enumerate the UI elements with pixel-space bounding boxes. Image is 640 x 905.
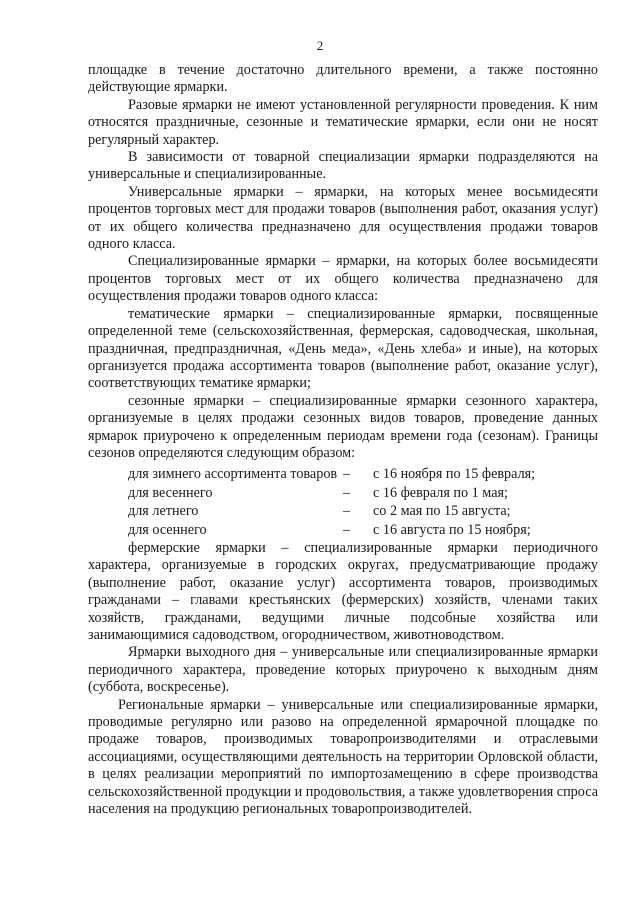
paragraph-one-time-fairs: Разовые ярмарки не имеют установленной регулярности проведения. К ним относятся праздничные, сезонные и тематические ярмарки, если они не носят регулярный характер. xyxy=(88,96,598,148)
document-body xyxy=(88,62,598,818)
season-range: со 2 мая по 15 августа; xyxy=(373,503,511,520)
season-list xyxy=(88,465,598,539)
season-name: для зимнего ассортимента товаров xyxy=(128,466,338,483)
season-name: для осеннего xyxy=(128,521,207,538)
paragraph-farmer-fairs: фермерские ярмарки – специализированные ярмарки периодичного характера, организуемые в городских округах, предусматривающие продажу (выполнение работ, оказание услуг) ассортимента товаров, производимых гражданами – главами крестьянских (фермерских) хозяйств, членами таких хозяйств, гражданами, ведущими личные подсобные хозяйства или занимающимися садоводством, огородничеством, животноводством. xyxy=(88,539,598,643)
season-range: с 16 августа по 15 ноября; xyxy=(373,521,531,538)
paragraph-regional-fairs: Региональные ярмарки – универсальные или специализированные ярмарки, проводимые регулярно или разово на определенной ярмарочной площадке по продаже товаров, производимых товаропроизводителями и отраслевыми ассоциациями, осуществляющими деятельность на территории Орловской области, в целях реализации мероприятий по импортозамещению в сфере производства сельскохозяйственной продукции и продовольствия, а также удовлетворения спроса населения на продукцию региональных товаропроизводителей. xyxy=(88,696,598,817)
season-range: с 16 февраля по 1 мая; xyxy=(373,484,508,501)
season-range: с 16 ноября по 15 февраля; xyxy=(373,466,536,483)
season-dash: – xyxy=(343,466,351,483)
paragraph-universal-fairs: Универсальные ярмарки – ярмарки, на которых менее восьмидесяти процентов торговых мест для продажи товаров (выполнения работ, оказания услуг) от их общего количества предназначено для осуществления продажи товаров одного класса. xyxy=(88,183,598,253)
page-number: 2 xyxy=(316,38,324,53)
season-name: для весеннего xyxy=(128,484,213,501)
season-row-autumn xyxy=(88,521,598,539)
paragraph-continuation: площадке в течение достаточно длительного времени, а также постоянно действующие ярмарки. xyxy=(88,62,598,96)
paragraph-specialization: В зависимости от товарной специализации ярмарки подразделяются на универсальные и специализированные. xyxy=(88,149,598,183)
paragraph-weekend-fairs: Ярмарки выходного дня – универсальные или специализированные ярмарки периодичного характера, проведение которых приурочено к выходным дням (суббота, воскресенье). xyxy=(88,644,598,696)
season-name: для летнего xyxy=(128,503,199,520)
season-row-winter xyxy=(88,465,598,483)
paragraph-thematic-fairs: тематические ярмарки – специализированные ярмарки, посвященные определенной теме (сельскохозяйственная, фермерская, садоводческая, школьная, праздничная, предпраздничная, «День меда», «День хлеба» и иные), на которых организуется продажа ассортимента товаров (выполнение работ, оказание услуг), соответствующих тематике ярмарки; xyxy=(88,305,598,392)
season-dash: – xyxy=(343,484,351,501)
season-row-spring xyxy=(88,484,598,502)
season-row-summer xyxy=(88,502,598,520)
paragraph-seasonal-fairs: сезонные ярмарки – специализированные ярмарки сезонного характера, организуемые в целях продажи сезонных видов товаров, проведение данных ярмарок приурочено к определенным периодам времени года (сезонам). Границы сезонов определяются следующим образом: xyxy=(88,392,598,461)
season-dash: – xyxy=(343,503,351,520)
paragraph-specialized-fairs: Специализированные ярмарки – ярмарки, на которых более восьмидесяти процентов торговых мест от их общего количества предназначено для осуществления продажи товаров одного класса: xyxy=(88,253,598,305)
season-dash: – xyxy=(343,521,351,538)
